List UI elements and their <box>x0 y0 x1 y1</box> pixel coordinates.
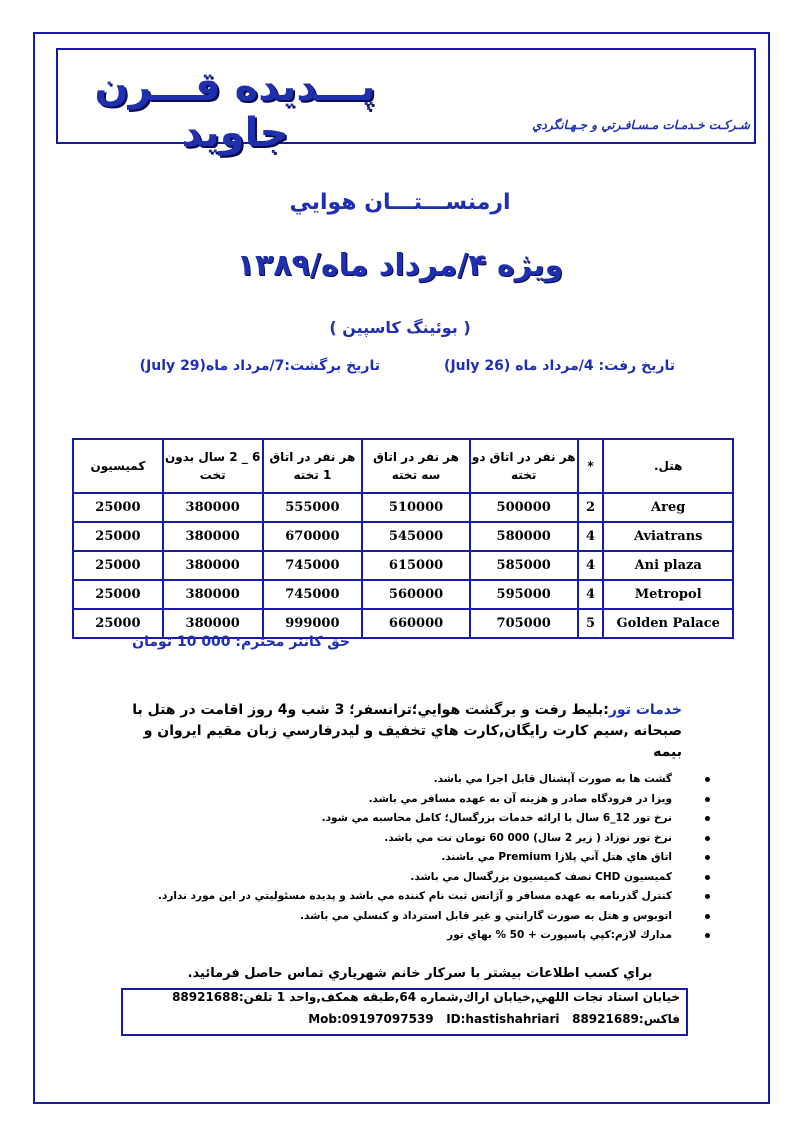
price-single: 745000 <box>263 551 363 580</box>
list-item <box>120 926 710 946</box>
mobile-number: Mob:09197097539 <box>308 1012 434 1026</box>
note-text: گشت ها به صورت آپشنال قابل اجرا مي باشد. <box>433 773 672 785</box>
price-child: 380000 <box>163 551 263 580</box>
bullet-icon <box>705 914 710 919</box>
tour-services <box>120 700 682 763</box>
notes-list <box>120 770 710 946</box>
note-text: ويزا در فرودگاه صادر و هزينه آن به عهده مسافر مي باشد. <box>368 792 672 805</box>
list-item <box>120 848 710 868</box>
header-commission: كميسيون <box>73 439 163 493</box>
header-hotel: هتل. <box>603 439 733 493</box>
price-triple: 660000 <box>362 609 470 638</box>
list-item <box>120 790 710 810</box>
hotel-stars: 4 <box>578 522 604 551</box>
price-child: 380000 <box>163 522 263 551</box>
departure-date: تاريخ رفت: 4/مرداد ماه (26 July) <box>444 358 675 374</box>
bullet-icon <box>705 894 710 899</box>
commission: 25000 <box>73 609 163 638</box>
commission: 25000 <box>73 493 163 522</box>
hotel-name: Metropol <box>603 580 733 609</box>
price-single: 999000 <box>263 609 363 638</box>
hotel-name: Areg <box>603 493 733 522</box>
hotel-name: Golden Palace <box>603 609 733 638</box>
price-double: 705000 <box>470 609 578 638</box>
table-row <box>73 580 733 609</box>
contact-instruction: براي كسب اطلاعات بيشتر با سركار خانم شهرياري تماس حاصل فرمائيد. <box>187 966 653 981</box>
commission: 25000 <box>73 580 163 609</box>
hotel-stars: 2 <box>578 493 604 522</box>
note-text: كنترل گذرنامه به عهده مسافر و آژانس ثبت نام كننده مي باشد و پديده مسئوليتي در اين مورد ندارد. <box>157 890 672 902</box>
note-text: نرخ تور نوزاد ( زير 2 سال) 000 60 تومان نت مي باشد. <box>384 831 672 844</box>
brand-name: پـــديده قـــرن جاويد <box>94 64 376 156</box>
bullet-icon <box>705 875 710 880</box>
price-double: 585000 <box>470 551 578 580</box>
contact-address: خيابان استاد نجات اللهي,خيابان اراك,شماره 64,طبقه همكف,واحد 1 تلفن:88921688 <box>172 990 680 1004</box>
bullet-icon <box>705 797 710 802</box>
note-text: نرخ تور 12_6 سال با ارائه خدمات بزرگسال؛ كامل محاسبه مي شود. <box>321 812 672 824</box>
table-row <box>73 551 733 580</box>
price-child: 380000 <box>163 580 263 609</box>
services-label: خدمات تور <box>608 702 682 718</box>
price-table <box>72 438 734 639</box>
tour-title: ارمنســـتـــان هوايي <box>289 190 511 215</box>
hotel-name: Ani plaza <box>603 551 733 580</box>
header-child: 6 _ 2 سال بدون تخت <box>163 439 263 493</box>
note-text: مدارك لازم:كپي پاسپورت + 50 % بهاي تور <box>447 929 672 941</box>
header-stars: * <box>578 439 604 493</box>
contact-id: ID:hastishahriari <box>446 1012 560 1026</box>
price-single: 745000 <box>263 580 363 609</box>
price-single: 555000 <box>263 493 363 522</box>
commission: 25000 <box>73 522 163 551</box>
hotel-name: Aviatrans <box>603 522 733 551</box>
note-text: كميسيون CHD نصف كميسيون بزرگسال مي باشد. <box>410 870 672 883</box>
services-text: :بليط رفت و برگشت هوايي؛ترانسفر؛ 3 شب و4 روز اقامت در هتل با صبحانه ,سيم كارت رايگان,كارت هاي تخفيف و ليدرفارسي زبان مقيم ايروان و بيمه <box>132 702 682 760</box>
price-child: 380000 <box>163 493 263 522</box>
bullet-icon <box>705 836 710 841</box>
counter-fee: حق كانتر محترم: 000 10 تومان <box>132 634 350 650</box>
fax-number: فاكس:88921689 <box>572 1012 680 1026</box>
price-double: 500000 <box>470 493 578 522</box>
price-triple: 545000 <box>362 522 470 551</box>
contact-fax-line <box>125 1012 680 1026</box>
list-item <box>120 770 710 790</box>
table-row <box>73 522 733 551</box>
list-item <box>120 829 710 849</box>
list-item <box>120 887 710 907</box>
hotel-stars: 5 <box>578 609 604 638</box>
hotel-stars: 4 <box>578 580 604 609</box>
note-text: اتاق هاي هتل آني پلازا Premium مي باشند. <box>441 851 672 863</box>
aircraft-info: ( بوئينگ كاسپين ) <box>329 318 471 337</box>
table-header-row <box>73 439 733 493</box>
price-triple: 560000 <box>362 580 470 609</box>
tour-special-date: ويژه ۴/مرداد ماه/۱۳۸۹ <box>236 248 564 283</box>
price-triple: 510000 <box>362 493 470 522</box>
bullet-icon <box>705 855 710 860</box>
table-row <box>73 493 733 522</box>
price-child: 380000 <box>163 609 263 638</box>
header-single: هر نفر در اتاق 1 تخته <box>263 439 363 493</box>
bullet-icon <box>705 777 710 782</box>
price-double: 595000 <box>470 580 578 609</box>
return-date: تاريخ برگشت:7/مرداد ماه(29 July) <box>139 358 380 374</box>
commission: 25000 <box>73 551 163 580</box>
list-item <box>120 907 710 927</box>
note-text: اتوبوس و هتل به صورت گارانتي و غير قابل استرداد و كنسلي مي باشد. <box>300 909 672 922</box>
header-triple: هر نفر در اتاق سه تخته <box>362 439 470 493</box>
bullet-icon <box>705 933 710 938</box>
price-single: 670000 <box>263 522 363 551</box>
list-item <box>120 809 710 829</box>
price-double: 580000 <box>470 522 578 551</box>
header-double: هر نفر در اتاق دو تخته <box>470 439 578 493</box>
bullet-icon <box>705 816 710 821</box>
list-item <box>120 868 710 888</box>
price-triple: 615000 <box>362 551 470 580</box>
company-tagline: شـركـت خـدمـات مـسـافـرتي و جـهـانگردي <box>532 118 750 132</box>
hotel-stars: 4 <box>578 551 604 580</box>
